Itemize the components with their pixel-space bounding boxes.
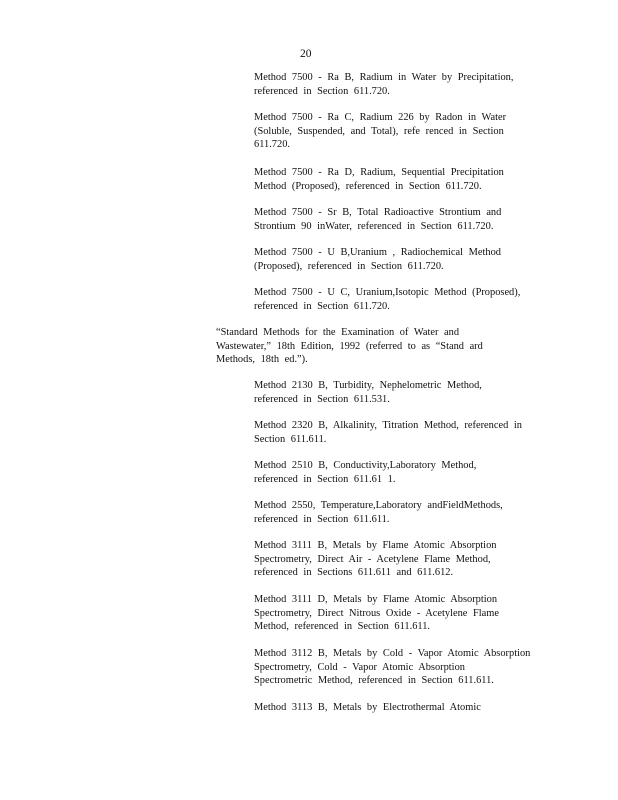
text-line: referenced in Section 611.720. (254, 85, 390, 97)
method-reference (254, 246, 501, 273)
text-line: “Standard Methods for the Examination of Water and (216, 327, 460, 338)
text-line: Spectrometry, Direct Air - Acetylene Flame Method, (254, 553, 491, 565)
text-line: Method 2130 B, Turbidity, Nephelometric Method, (254, 380, 482, 391)
method-reference (254, 499, 503, 526)
text-line: Spectrometry, Cold - Vapor Atomic Absorption (254, 661, 465, 673)
text-line: Method 7500 - Sr B, Total Radioactive Strontium and (254, 207, 502, 218)
page-number: 20 (300, 48, 312, 60)
method-reference (254, 459, 476, 486)
text-line: Strontium 90 inWater, referenced in Section 611.720. (254, 220, 494, 232)
method-reference (254, 71, 513, 98)
text-line: Method 3113 B, Metals by Electrothermal Atomic (254, 702, 481, 713)
text-line: Methods, 18th ed.”). (216, 354, 308, 366)
text-line: (Soluble, Suspended, and Total), refe renced in Section (254, 125, 504, 137)
method-reference (254, 379, 482, 406)
method-reference (254, 111, 506, 152)
text-line: Spectrometric Method, referenced in Section 611.611. (254, 675, 494, 687)
text-line: Method 7500 - U C, Uranium,Isotopic Method (Proposed), (254, 287, 521, 298)
method-reference (254, 286, 520, 313)
text-line: referenced in Section 611.61 1. (254, 473, 396, 485)
text-line: referenced in Section 611.720. (254, 300, 390, 312)
method-reference (254, 701, 481, 715)
text-line: Method (Proposed), referenced in Section 611.720. (254, 180, 482, 192)
text-line: referenced in Section 611.611. (254, 513, 390, 525)
method-reference (254, 647, 530, 688)
text-line: Wastewater,” 18th Edition, 1992 (referred to as “Stand ard (216, 340, 483, 352)
method-reference (254, 206, 501, 233)
method-reference (254, 166, 504, 193)
text-line: Method 3111 D, Metals by Flame Atomic Absorption (254, 594, 498, 605)
text-line: Method 3111 B, Metals by Flame Atomic Absorption (254, 540, 497, 551)
text-line: Method 3112 B, Metals by Cold - Vapor Atomic Absorption (254, 648, 531, 659)
text-line: referenced in Section 611.531. (254, 393, 390, 405)
method-reference (254, 419, 522, 446)
text-line: 611.720. (254, 139, 290, 151)
text-line: Method 7500 - U B,Uranium , Radiochemical Method (254, 247, 501, 258)
text-line: (Proposed), referenced in Section 611.720. (254, 260, 444, 272)
text-line: Method 7500 - Ra B, Radium in Water by Precipitation, (254, 72, 514, 83)
text-line: Method 2320 B, Alkalinity, Titration Method, referenced in (254, 420, 522, 431)
method-reference (254, 539, 496, 580)
method-reference (254, 593, 499, 634)
text-line: Method 7500 - Ra D, Radium, Sequential Precipitation (254, 167, 504, 178)
text-line: Method 7500 - Ra C, Radium 226 by Radon in Water (254, 112, 507, 123)
source-citation (216, 326, 483, 367)
text-line: Spectrometry, Direct Nitrous Oxide - Acetylene Flame (254, 607, 499, 619)
text-line: Method 2550, Temperature,Laboratory andFieldMethods, (254, 500, 503, 511)
text-line: Method, referenced in Section 611.611. (254, 621, 430, 633)
text-line: Section 611.611. (254, 433, 327, 445)
text-line: Method 2510 B, Conductivity,Laboratory Method, (254, 460, 477, 471)
text-line: referenced in Sections 611.611 and 611.612. (254, 567, 454, 579)
